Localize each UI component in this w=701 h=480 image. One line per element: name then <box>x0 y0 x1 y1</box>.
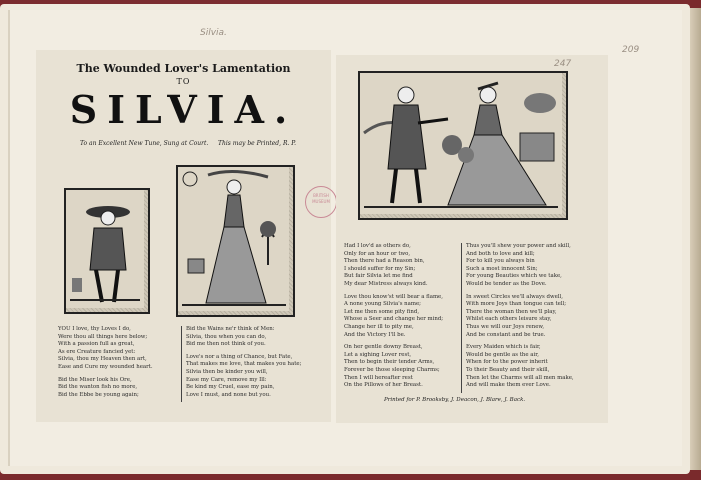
sheet-number: 247 <box>554 59 572 69</box>
stamp-text: BRITISH MUSEUM <box>312 193 330 204</box>
title-line-2: TO <box>176 77 191 86</box>
verse-line: YOU I love, thy Loves I do, <box>58 326 131 332</box>
tune-note: To an Excellent New Tune, Sung at Court. <box>80 140 209 147</box>
license-note: This may be Printed, R. P. <box>218 140 296 147</box>
verse-line: Bid the Wains ne'r think of Men: <box>186 326 275 332</box>
verse-line: There the woman then we'll play, <box>466 308 557 315</box>
verse-line: On her gentle downy Breast, <box>344 344 423 351</box>
broadside-right-sheet <box>336 55 608 423</box>
verse-line: Had I lov'd as others do, <box>344 243 411 249</box>
verse-line: For to kill you always bin <box>466 258 535 265</box>
verse-line: Change her ill to pity me, <box>344 323 414 330</box>
verse-column-4 <box>466 243 574 390</box>
woodcut-gentleman <box>64 188 150 314</box>
verse-line: My dear Mistress always kind. <box>344 280 428 287</box>
verse-line: Let me then some pity find, <box>344 308 420 315</box>
verse-line: Silvia, thou when you can do, <box>186 333 267 340</box>
verse-line: And the Victory I'll be. <box>344 331 406 338</box>
museum-stamp <box>305 186 337 218</box>
verse-column-2 <box>186 326 301 399</box>
verse-line: Bid me then not think of you. <box>186 341 266 348</box>
title-silvia: SILVIA. <box>69 87 298 132</box>
verse-line: And be constant and be true. <box>466 331 546 338</box>
verse-line: Thus you'll shew your power and skill, <box>466 243 571 249</box>
verse-line: With a passion full as great, <box>58 341 135 348</box>
gentleman-figure-icon <box>66 190 144 308</box>
verse-line: Bid the wanton fish no more, <box>58 384 138 391</box>
verse-line: That makes me love, that makes you hate; <box>186 361 302 368</box>
verse-line: Then I will hereafter rest <box>344 374 413 381</box>
verse-line: With more Joys than tongue can tell; <box>466 301 567 308</box>
woodcut-couple <box>358 71 568 220</box>
verse-line: Every Maiden which is fair, <box>466 344 541 351</box>
page-edges <box>690 8 701 470</box>
verse-line: Ease my Care, remove my Ill: <box>186 376 267 383</box>
verse-line: On the Pillows of her Breast. <box>344 382 423 389</box>
column-divider <box>181 326 182 402</box>
verse-line: And both to love and kill; <box>466 250 535 257</box>
verse-line: Bid the Ebbe be young again; <box>58 391 139 398</box>
column-divider <box>461 243 462 393</box>
handwritten-note: Silvia. <box>200 28 227 38</box>
verse-line: Love I must, and none but you. <box>186 391 271 398</box>
lady-figure-icon <box>178 167 289 311</box>
verse-line: Love's nor a thing of Chance, but Fate, <box>186 353 293 360</box>
verse-line: I should suffer for my Sin; <box>344 265 416 272</box>
verse-line: Would be tender as the Dove. <box>466 280 547 287</box>
verse-line: Love thou know'st will bear a flame, <box>344 293 443 300</box>
verse-line: Forever be those sleeping Charms; <box>344 366 440 373</box>
verse-line: Were thou all things here below; <box>58 333 148 340</box>
verse-line: When for to the power inherit <box>466 359 548 366</box>
verse-line: A none young Silvia's name; <box>344 301 421 308</box>
verse-line: Ease and Cure my wounded heart. <box>58 363 153 370</box>
page-number: 209 <box>622 45 640 55</box>
verse-line: In sweet Circles we'll always dwell, <box>466 293 563 300</box>
verse-line: Whilst each others leisure stay, <box>466 316 552 323</box>
printer-imprint: Printed for P. Brooksby, J. Deacon, J. Blare, J. Back. <box>384 397 526 403</box>
verse-line: Bid the Miser look his Ore, <box>58 376 132 383</box>
verse-line: Let a sighing Lover rest, <box>344 351 412 358</box>
verse-column-3 <box>344 243 443 390</box>
verse-column-1 <box>58 326 153 399</box>
verse-line: For young Beauties which we take, <box>466 273 562 280</box>
woodcut-lady <box>176 165 295 317</box>
verse-line: Whose a Seer and change her mind; <box>344 316 444 323</box>
broadside-left-sheet <box>36 50 331 422</box>
verse-line: To their Beauty and their skill, <box>466 366 550 373</box>
verse-line: Silvia, thou my Heaven then art, <box>58 356 147 363</box>
verse-line: As ere Creature fancied yet: <box>58 348 136 355</box>
verse-line: Such a most innocent Sin; <box>466 265 538 272</box>
verse-line: Would be gentle as the air, <box>466 351 539 358</box>
courting-couple-icon <box>360 73 562 214</box>
verse-line: Only for an hour or two, <box>344 250 411 257</box>
verse-line: Silvia then be kinder you will, <box>186 368 268 375</box>
verse-line: Thus we will our Joys renew, <box>466 323 545 330</box>
title-line-1: The Wounded Lover's Lamentation <box>76 62 291 75</box>
verse-line: And will make them ever Love. <box>466 382 551 389</box>
verse-line: Then there had a Reason bin, <box>344 258 425 265</box>
verse-line: But fair Silvia let me find <box>344 273 413 280</box>
verse-line: Then let the Charms will all men make, <box>466 374 574 381</box>
verse-line: Then to begin their tender Arms, <box>344 359 435 366</box>
verse-line: Be kind my Cruel, ease my pain, <box>186 384 275 391</box>
